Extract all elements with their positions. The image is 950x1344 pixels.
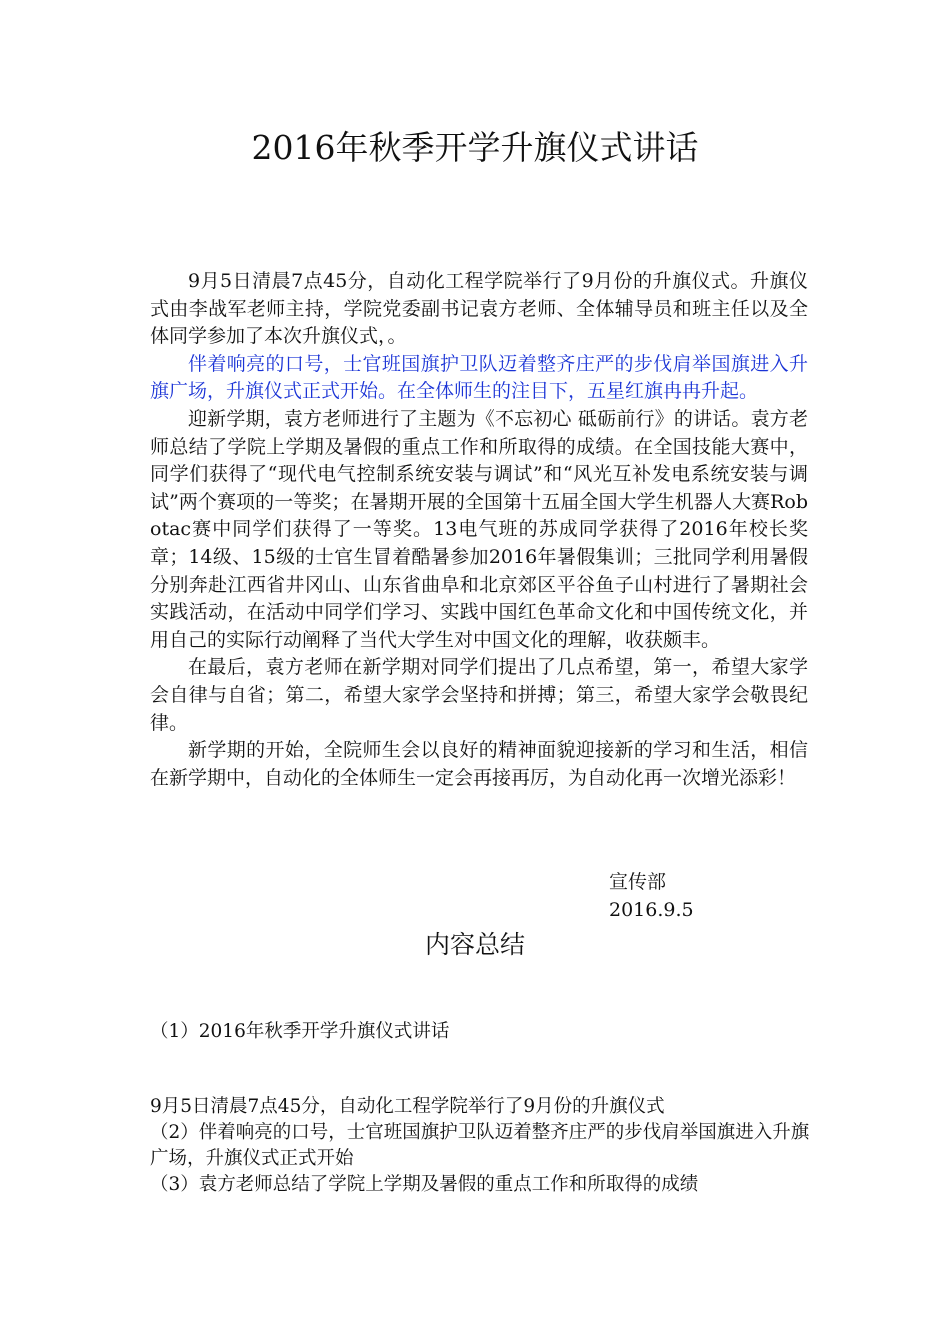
signoff-department: 宣传部 bbox=[609, 871, 667, 893]
paragraph-closing: 新学期的开始，全院师生会以良好的精神面貌迎接新的学习和生活，相信在新学期中，自动化的全体师生一定会再接再厉，为自动化再一次增光添彩！ bbox=[150, 739, 808, 789]
summary-item-2 bbox=[150, 1094, 810, 1198]
summary-item-2-line-3: （3）袁方老师总结了学院上学期及暑假的重点工作和所取得的成绩 bbox=[150, 1174, 699, 1195]
summary-item-2-line-2: （2）伴着响亮的口号，士官班国旗护卫队迈着整齐庄严的步伐肩举国旗进入升旗广场，升旗仪式正式开始 bbox=[150, 1122, 810, 1169]
paragraph-flag-raising: 伴着响亮的口号，士官班国旗护卫队迈着整齐庄严的步伐肩举国旗进入升旗广场，升旗仪式正式开始。在全体师生的注目下，五星红旗冉冉升起。 bbox=[150, 352, 808, 403]
summary-heading: 内容总结 bbox=[424, 930, 525, 959]
document-title: 2016年秋季开学升旗仪式讲话 bbox=[251, 128, 699, 167]
signoff-block bbox=[609, 868, 694, 924]
summary-item-1: （1）2016年秋季开学升旗仪式讲话 bbox=[150, 1021, 450, 1042]
signoff-date: 2016.9.5 bbox=[609, 899, 694, 921]
paragraph-hopes: 在最后，袁方老师在新学期对同学们提出了几点希望，第一，希望大家学会自律与自省；第二，希望大家学会坚持和拼搏；第三，希望大家学会敬畏纪律。 bbox=[150, 656, 808, 734]
summary-item-2-line-1: 9月5日清晨7点45分，自动化工程学院举行了9月份的升旗仪式 bbox=[150, 1096, 665, 1117]
document-body bbox=[150, 268, 808, 792]
paragraph-ceremony-intro: 9月5日清晨7点45分，自动化工程学院举行了9月份的升旗仪式。升旗仪式由李战军老师主持，学院党委副书记袁方老师、全体辅导员和班主任以及全体同学参加了本次升旗仪式，。 bbox=[150, 270, 808, 348]
paragraph-speech-achievements: 迎新学期，袁方老师进行了主题为《不忘初心 砥砺前行》的讲话。袁方老师总结了学院上学期及暑假的重点工作和所取得的成绩。在全国技能大赛中，同学们获得了“现代电气控制系统安装与调试”和“风光互补发电系统安装与调试”两个赛项的一等奖；在暑期开展的全国第十五届全国大学生机器人大赛Robotac赛中同学们获得了一等奖。13电气班的苏成同学获得了2016年校长奖章；14级、15级的士官生冒着酷暑参加2016年暑假集训；三批同学利用暑假分别奔赴江西省井冈山、山东省曲阜和北京郊区平谷鱼子山村进行了暑期社会实践活动，在活动中同学们学习、实践中国红色革命文化和中国传统文化，并用自己的实际行动阐释了当代大学生对中国文化的理解，收获颇丰。 bbox=[150, 407, 808, 651]
